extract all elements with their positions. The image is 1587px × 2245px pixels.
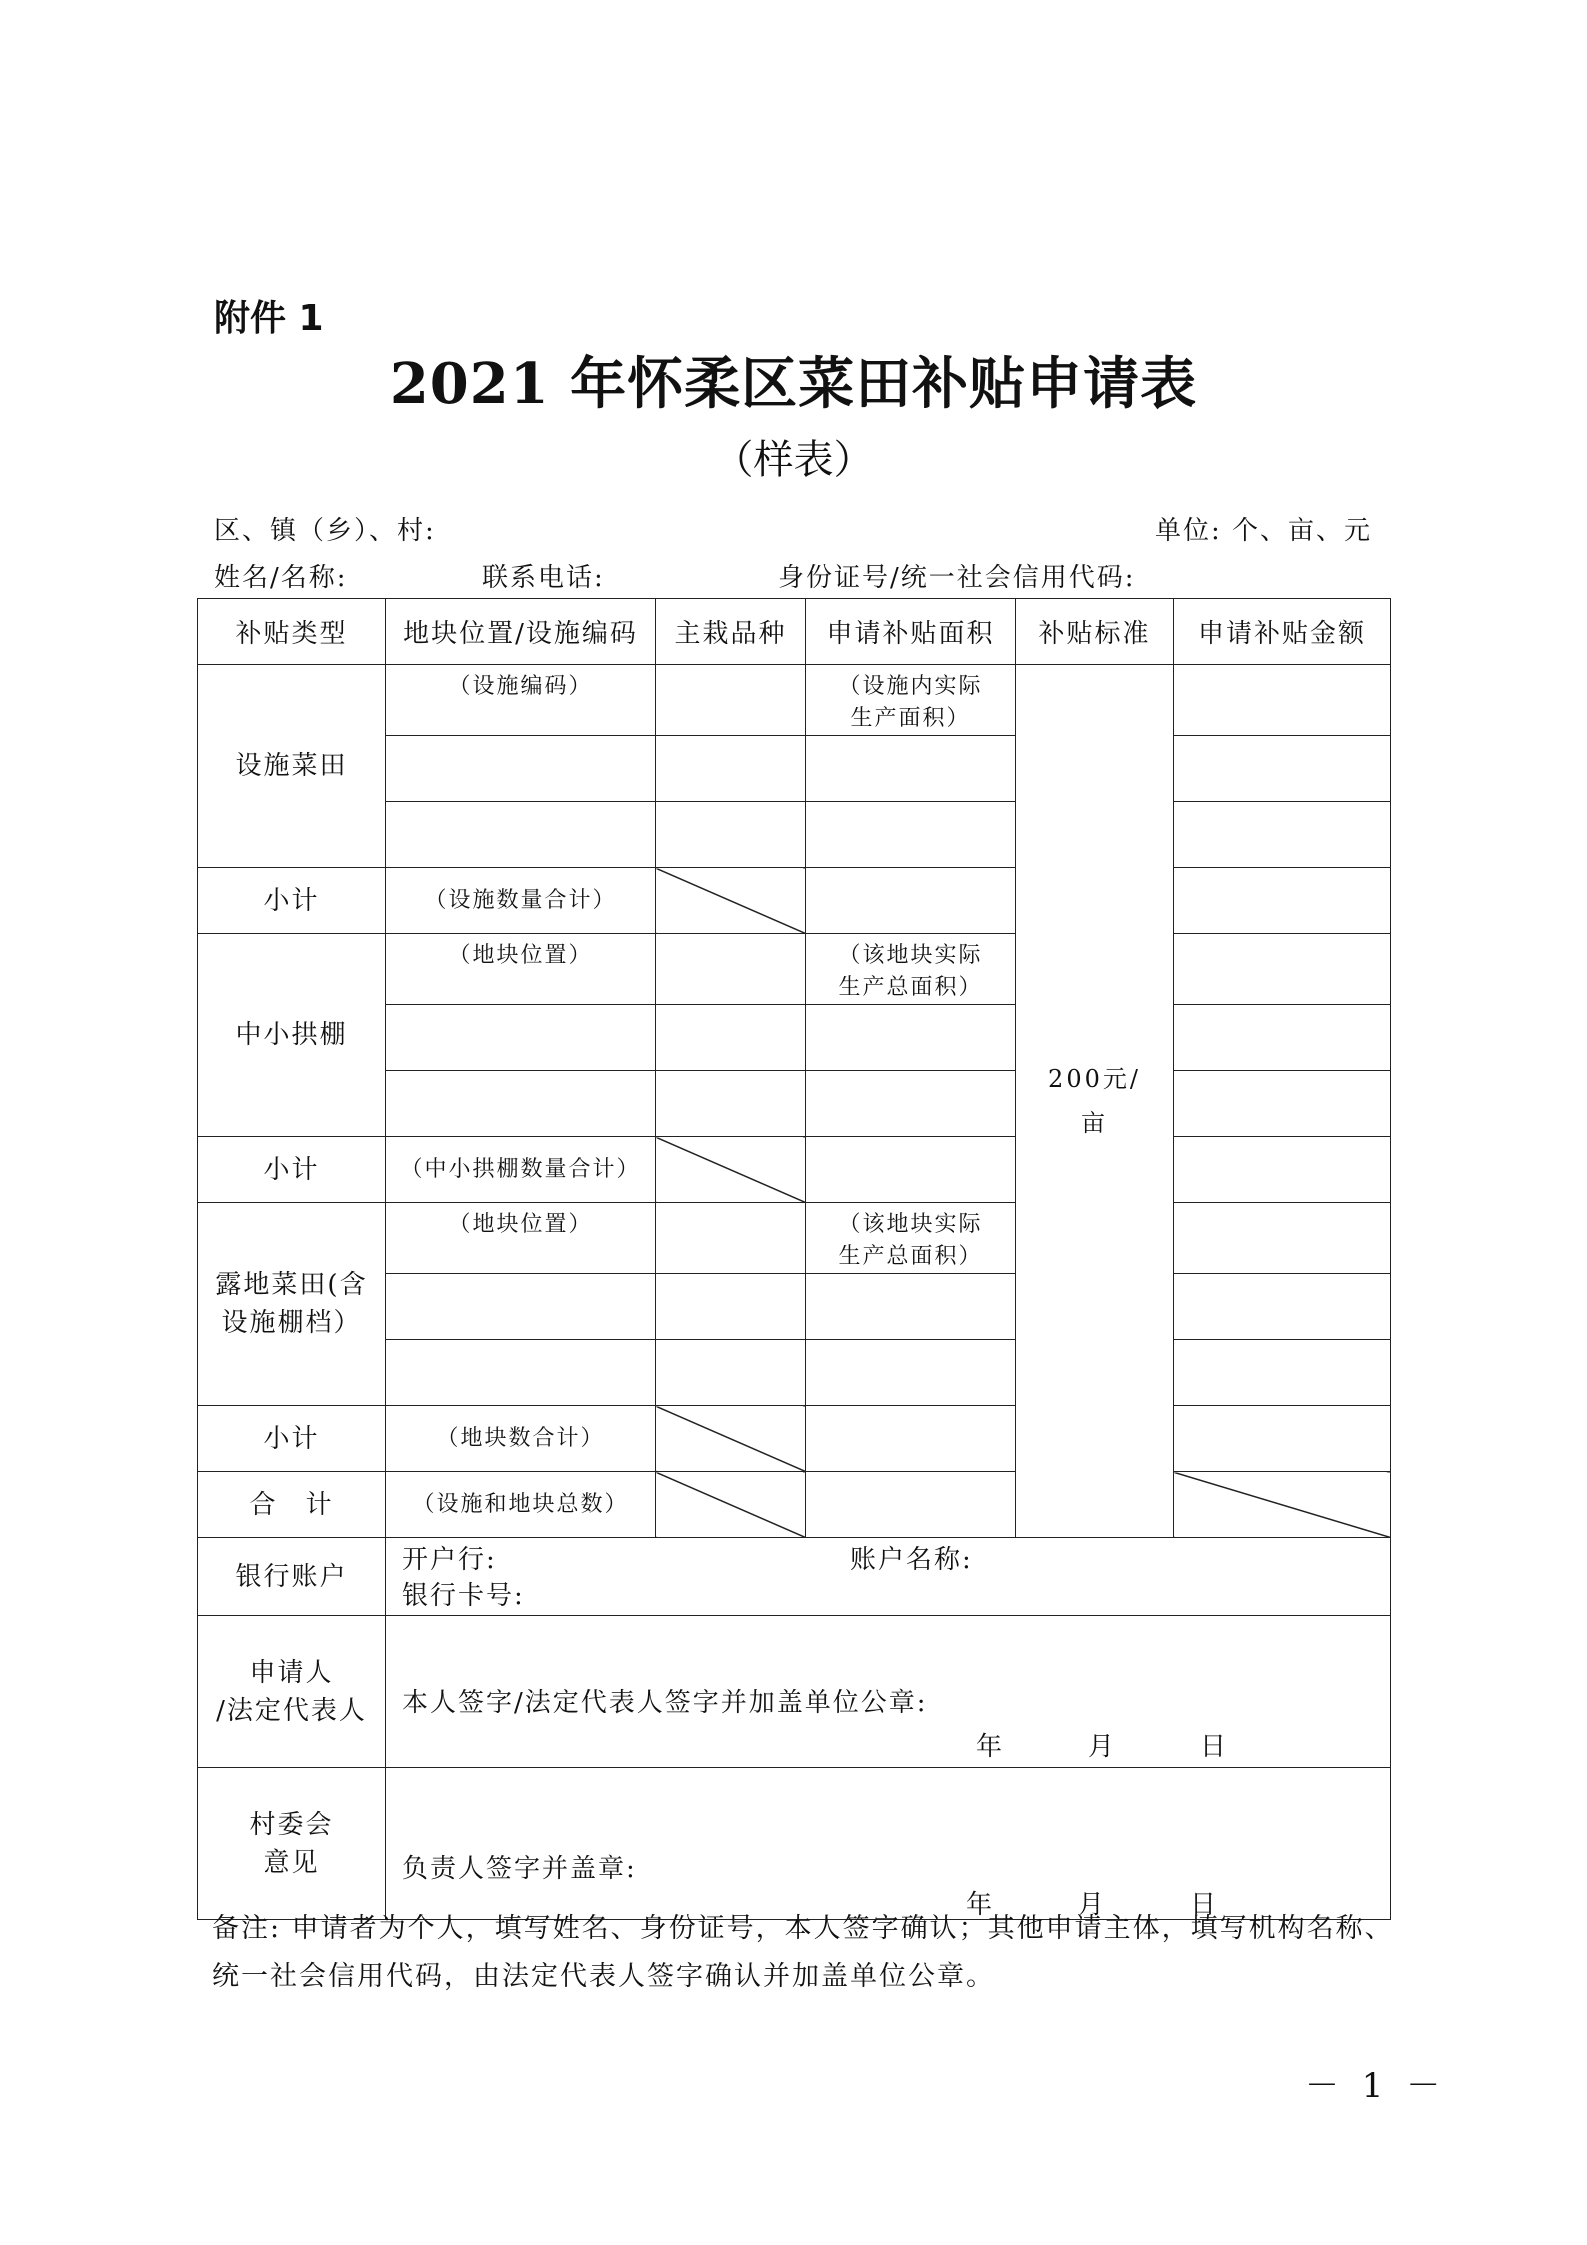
subtotal-label: 小计 bbox=[198, 1137, 386, 1203]
applicant-signature-area[interactable] bbox=[386, 1616, 1391, 1768]
notes bbox=[212, 1905, 1394, 2001]
hint-line: 生产总面积） bbox=[838, 975, 983, 1000]
bank-name-label: 开户行: bbox=[402, 1545, 497, 1575]
account-name-label: 账户名称: bbox=[850, 1545, 973, 1575]
variety-cell[interactable] bbox=[656, 1203, 806, 1274]
area-cell[interactable] bbox=[806, 1340, 1016, 1406]
amount-cell[interactable] bbox=[1174, 802, 1391, 868]
name-label: 姓名/名称: bbox=[214, 563, 348, 593]
subtotal-row bbox=[198, 868, 1391, 934]
facility-type-label: 设施菜田 bbox=[198, 665, 386, 868]
variety-cell[interactable] bbox=[656, 1005, 806, 1071]
area-cell[interactable] bbox=[806, 736, 1016, 802]
subtotal-row bbox=[198, 1137, 1391, 1203]
amount-cell[interactable] bbox=[1174, 1071, 1391, 1137]
phone-label: 联系电话: bbox=[482, 563, 605, 593]
area-cell[interactable] bbox=[806, 868, 1016, 934]
amount-cell[interactable] bbox=[1174, 736, 1391, 802]
variety-cell[interactable] bbox=[656, 1340, 806, 1406]
type-line: 设施棚档） bbox=[221, 1308, 362, 1338]
page-title: 2021 年怀柔区菜田补贴申请表 bbox=[389, 351, 1198, 417]
region-label: 区、镇（乡）、村: bbox=[214, 516, 436, 546]
page-subtitle: （样表） bbox=[713, 437, 874, 483]
subsidy-application-table bbox=[197, 598, 1391, 1920]
annex-label: 附件 1 bbox=[214, 298, 324, 339]
bank-label: 银行账户 bbox=[198, 1538, 386, 1616]
variety-cell[interactable] bbox=[656, 934, 806, 1005]
amount-cell[interactable] bbox=[1174, 1137, 1391, 1203]
area-cell[interactable] bbox=[806, 1406, 1016, 1472]
village-row bbox=[198, 1768, 1391, 1920]
label-line: /法定代表人 bbox=[216, 1695, 367, 1726]
arch-location-hint[interactable]: （地块位置） bbox=[386, 934, 656, 1005]
unit-label: 单位: 个、亩、元 bbox=[1155, 516, 1373, 546]
bank-info[interactable] bbox=[386, 1538, 1391, 1616]
variety-cell[interactable] bbox=[656, 1071, 806, 1137]
applicant-sign-label: 本人签字/法定代表人签字并加盖单位公章: bbox=[402, 1688, 928, 1718]
hint-line: 生产面积） bbox=[850, 706, 971, 731]
amount-cell[interactable] bbox=[1174, 665, 1391, 736]
amount-cell[interactable] bbox=[1174, 1203, 1391, 1274]
area-cell[interactable] bbox=[806, 802, 1016, 868]
column-header: 申请补贴面积 bbox=[806, 599, 1016, 665]
bank-row bbox=[198, 1538, 1391, 1616]
card-number-label: 银行卡号: bbox=[402, 1581, 525, 1611]
page-number: － 1 － bbox=[1305, 2066, 1447, 2106]
area-cell[interactable] bbox=[806, 1005, 1016, 1071]
amount-cell[interactable] bbox=[1174, 868, 1391, 934]
village-label bbox=[198, 1768, 386, 1920]
hint-line: （该地块实际 bbox=[838, 943, 983, 968]
amount-cell[interactable] bbox=[1174, 1340, 1391, 1406]
total-label: 合 计 bbox=[198, 1472, 386, 1538]
applicant-row bbox=[198, 1616, 1391, 1768]
area-cell[interactable] bbox=[806, 1472, 1016, 1538]
table-row bbox=[198, 665, 1391, 736]
total-row bbox=[198, 1472, 1391, 1538]
amount-cell[interactable] bbox=[1174, 1406, 1391, 1472]
arch-area-hint[interactable] bbox=[806, 934, 1016, 1005]
location-cell[interactable] bbox=[386, 802, 656, 868]
column-header: 申请补贴金额 bbox=[1174, 599, 1391, 665]
village-date: 年 月 日 bbox=[966, 1890, 1219, 1920]
diagonal-cell bbox=[656, 868, 806, 934]
location-cell[interactable] bbox=[386, 1071, 656, 1137]
area-cell[interactable] bbox=[806, 1071, 1016, 1137]
open-field-area-hint[interactable] bbox=[806, 1203, 1016, 1274]
facility-location-hint[interactable]: （设施编码） bbox=[386, 665, 656, 736]
label-line: 申请人 bbox=[249, 1657, 334, 1688]
amount-cell[interactable] bbox=[1174, 1005, 1391, 1071]
hint-line: （该地块实际 bbox=[838, 1212, 983, 1237]
variety-cell[interactable] bbox=[656, 802, 806, 868]
location-cell[interactable] bbox=[386, 1274, 656, 1340]
standard-line: 亩 bbox=[1081, 1109, 1108, 1137]
type-line: 露地菜田(含 bbox=[215, 1270, 368, 1300]
diagonal-cell bbox=[656, 1137, 806, 1203]
column-header: 补贴类型 bbox=[198, 599, 386, 665]
standard-line: 200元/ bbox=[1048, 1065, 1141, 1093]
open-field-type-label bbox=[198, 1203, 386, 1406]
subtotal-label: 小计 bbox=[198, 868, 386, 934]
open-field-location-hint[interactable]: （地块位置） bbox=[386, 1203, 656, 1274]
amount-cell[interactable] bbox=[1174, 1274, 1391, 1340]
area-cell[interactable] bbox=[806, 1137, 1016, 1203]
amount-cell[interactable] bbox=[1174, 934, 1391, 1005]
subtotal-row bbox=[198, 1406, 1391, 1472]
table-header-row bbox=[198, 599, 1391, 665]
arch-subtotal-hint[interactable]: （中小拱棚数量合计） bbox=[386, 1137, 656, 1203]
column-header: 补贴标准 bbox=[1016, 599, 1174, 665]
area-cell[interactable] bbox=[806, 1274, 1016, 1340]
diagonal-cell bbox=[656, 1406, 806, 1472]
village-sign-label: 负责人签字并盖章: bbox=[402, 1854, 637, 1884]
id-label: 身份证号/统一社会信用代码: bbox=[778, 563, 1136, 593]
diagonal-cell bbox=[656, 1472, 806, 1538]
column-header: 地块位置/设施编码 bbox=[386, 599, 656, 665]
notes-line: 统一社会信用代码，由法定代表人签字确认并加盖单位公章。 bbox=[212, 1961, 995, 1992]
subtotal-label: 小计 bbox=[198, 1406, 386, 1472]
applicant-label bbox=[198, 1616, 386, 1768]
village-signature-area[interactable] bbox=[386, 1768, 1391, 1920]
variety-cell[interactable] bbox=[656, 665, 806, 736]
table-row bbox=[198, 1203, 1391, 1274]
total-hint[interactable]: （设施和地块总数） bbox=[386, 1472, 656, 1538]
open-field-subtotal-hint[interactable]: （地块数合计） bbox=[386, 1406, 656, 1472]
facility-area-hint[interactable] bbox=[806, 665, 1016, 736]
facility-subtotal-hint[interactable]: （设施数量合计） bbox=[386, 868, 656, 934]
location-cell[interactable] bbox=[386, 1340, 656, 1406]
applicant-date: 年 月 日 bbox=[976, 1732, 1229, 1762]
variety-cell[interactable] bbox=[656, 736, 806, 802]
label-line: 意见 bbox=[263, 1847, 320, 1878]
variety-cell[interactable] bbox=[656, 1274, 806, 1340]
subsidy-standard bbox=[1016, 665, 1174, 1538]
hint-line: 生产总面积） bbox=[838, 1244, 983, 1269]
notes-line: 备注: 申请者为个人，填写姓名、身份证号，本人签字确认；其他申请主体，填写机构名称、 bbox=[212, 1913, 1394, 1944]
location-cell[interactable] bbox=[386, 736, 656, 802]
location-cell[interactable] bbox=[386, 1005, 656, 1071]
table-row bbox=[198, 934, 1391, 1005]
hint-line: （设施内实际 bbox=[838, 674, 983, 699]
column-header: 主栽品种 bbox=[656, 599, 806, 665]
diagonal-cell bbox=[1174, 1472, 1391, 1538]
label-line: 村委会 bbox=[249, 1809, 334, 1840]
arch-type-label: 中小拱棚 bbox=[198, 934, 386, 1137]
